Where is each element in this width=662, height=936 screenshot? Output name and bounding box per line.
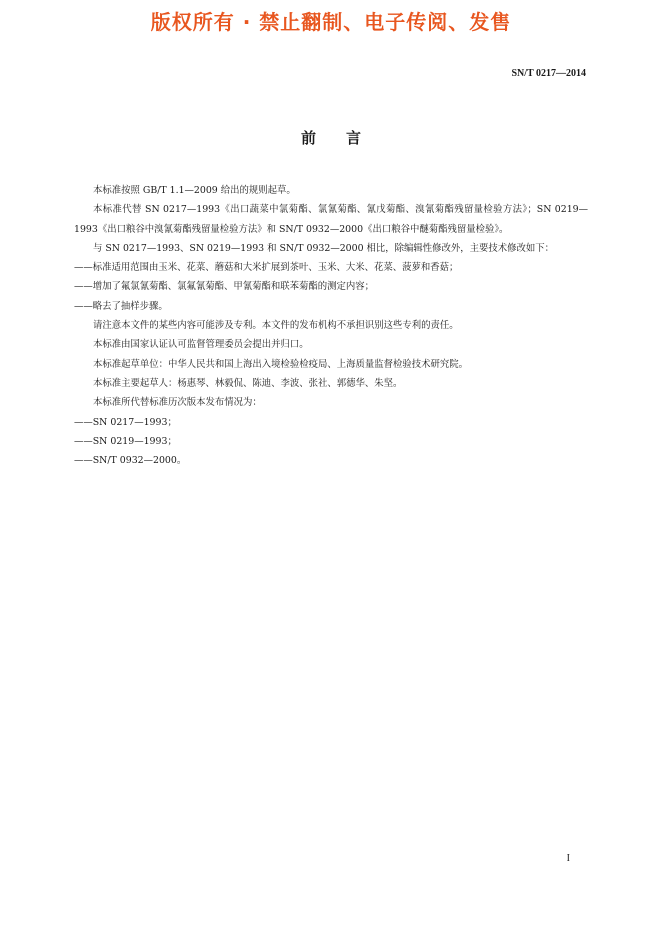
page-number: I (566, 853, 570, 864)
change-item: ——略去了抽样步骤。 (74, 300, 168, 312)
drafters: 本标准主要起草人：杨惠琴、林毅侃、陈迪、李波、张社、郭德华、朱坚。 (93, 377, 403, 389)
history-item: ——SN/T 0932—2000。 (74, 455, 187, 467)
standard-code: SN/T 0217—2014 (511, 68, 586, 79)
copyright-watermark: 版权所有 · 禁止翻制、电子传阅、发售 (150, 10, 512, 34)
drafting-units: 本标准起草单位：中华人民共和国上海出入境检验检疫局、上海质量监督检验技术研究院。 (93, 358, 469, 370)
change-item: ——标准适用范围由玉米、花菜、蘑菇和大米扩展到茶叶、玉米、大米、花菜、菠萝和香菇； (74, 262, 459, 274)
patent-notice: 请注意本文件的某些内容可能涉及专利。本文件的发布机构不承担识别这些专利的责任。 (93, 320, 459, 332)
proposer-statement: 本标准由国家认证认可监督管理委员会提出并归口。 (93, 339, 309, 351)
foreword-body (74, 181, 588, 470)
page-title: 前言 (300, 129, 391, 147)
drafting-rules-paragraph: 本标准按照 GB/T 1.1—2009 给出的规则起草。 (93, 185, 296, 196)
change-item: ——增加了氟氯氰菊酯、氯氟氰菊酯、甲氰菊酯和联苯菊酯的测定内容； (74, 281, 375, 293)
changes-intro-paragraph: 与 SN 0217—1993、SN 0219—1993 和 SN/T 0932—2000 相比，除编辑性修改外，主要技术修改如下： (93, 242, 555, 254)
history-item: ——SN 0217—1993； (74, 416, 177, 428)
history-item: ——SN 0219—1993； (74, 435, 177, 447)
history-intro: 本标准所代替标准历次版本发布情况为： (93, 397, 262, 409)
replacement-paragraph: 本标准代替 SN 0217—1993《出口蔬菜中氯菊酯、氯氰菊酯、氰戊菊酯、溴氰菊酯残留量检验方法》；SN 0219—1993《出口粮谷中溴氰菊酯残留量检验方法》和 SN/T 0932—2000《出口粮谷中醚菊酯残留量检验》。 (74, 204, 588, 235)
